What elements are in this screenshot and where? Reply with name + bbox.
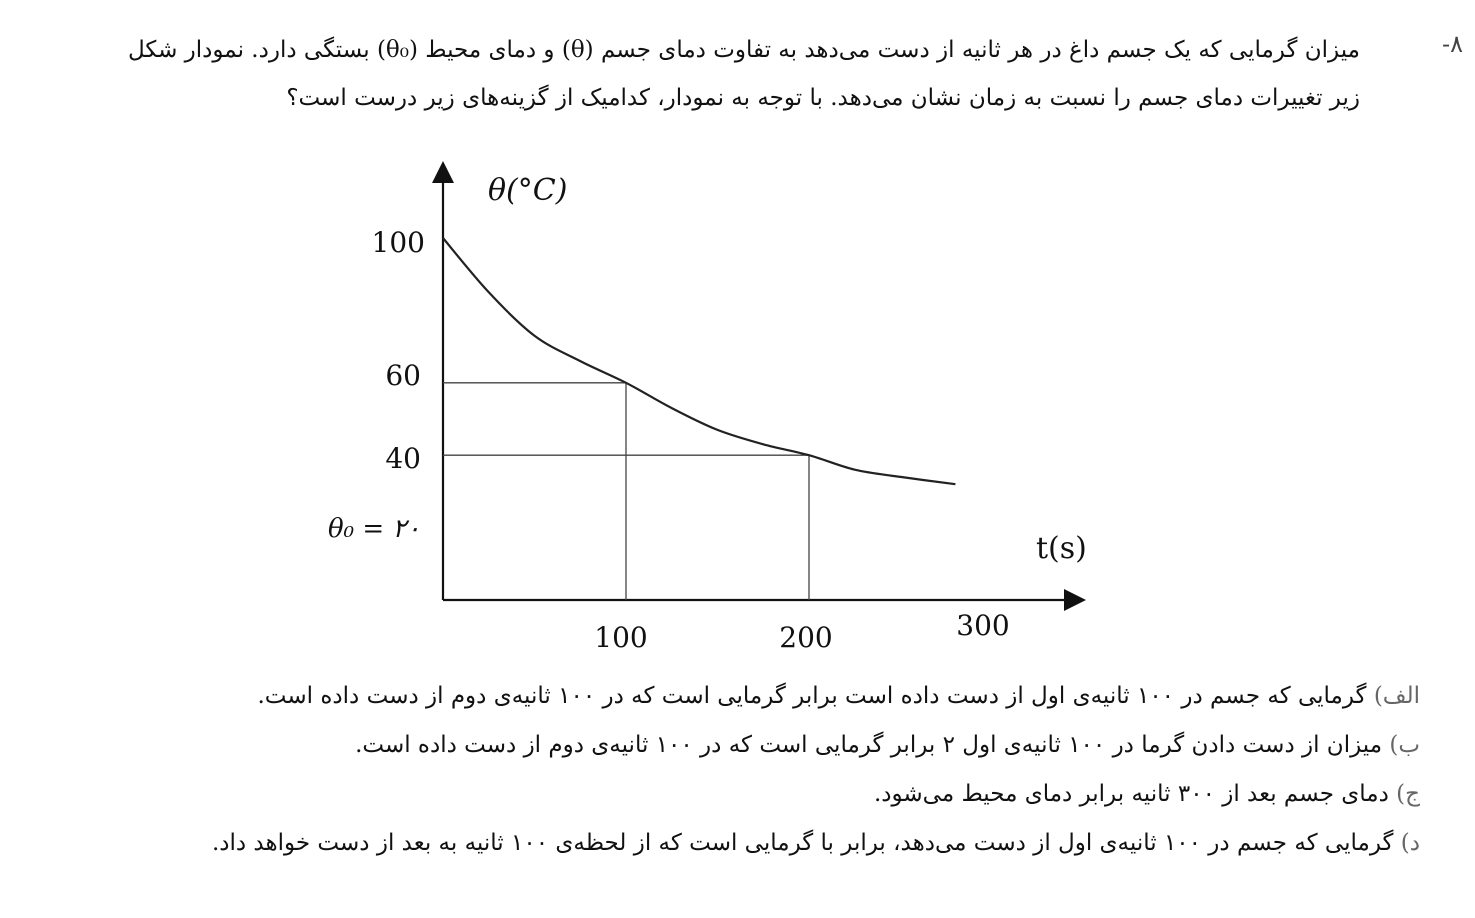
option-c[interactable] [60, 770, 1420, 819]
question-number: -۸ [1442, 30, 1463, 58]
option-c-marker: ج) [1396, 781, 1420, 807]
question-line-1: میزان گرمایی که یک جسم داغ در هر ثانیه از دست می‌دهد به تفاوت دمای جسم (θ) و دمای محیط (θ₀) بستگی دارد. نمودار شکل [127, 37, 1360, 63]
option-a-text: گرمایی که جسم در ۱۰۰ ثانیه‌ی اول از دست داده است برابر گرمایی است که در ۱۰۰ ثانیه‌ی دوم از دست داده است. [257, 683, 1367, 709]
x-tick-300: 300 [956, 609, 1010, 642]
option-b-text: میزان از دست دادن گرما در ۱۰۰ ثانیه‌ی اول ۲ برابر گرمایی است که در ۱۰۰ ثانیه‌ی دوم از دست داده است. [355, 732, 1383, 758]
option-d[interactable] [60, 819, 1420, 868]
option-b-marker: ب) [1389, 732, 1420, 758]
answer-options [60, 672, 1420, 868]
ambient-temperature-label: θ₀ = ۲۰ [328, 514, 421, 544]
y-axis-label: θ(°C) [488, 173, 568, 208]
x-tick-100: 100 [594, 621, 648, 654]
x-tick-200: 200 [779, 621, 833, 654]
y-tick-40: 40 [385, 442, 421, 475]
y-tick-100: 100 [371, 226, 425, 259]
y-tick-60: 60 [385, 359, 421, 392]
option-a-marker: الف) [1373, 683, 1420, 709]
option-c-text: دمای جسم بعد از ۳۰۰ ثانیه برابر دمای محیط می‌شود. [873, 781, 1389, 807]
option-a[interactable] [60, 672, 1420, 721]
temperature-curve [443, 238, 955, 484]
option-d-marker: د) [1400, 830, 1420, 856]
option-b[interactable] [60, 721, 1420, 770]
x-axis-label: t(s) [1036, 531, 1087, 566]
question-line-2: زیر تغییرات دمای جسم را نسبت به زمان نشان می‌دهد. با توجه به نمودار، کدامیک از گزینه‌های زیر درست است؟ [286, 85, 1360, 111]
option-d-text: گرمایی که جسم در ۱۰۰ ثانیه‌ی اول از دست می‌دهد، برابر با گرمایی است که از لحظه‌ی ۱۰۰ ثانیه به بعد از دست خواهد داد. [211, 830, 1394, 856]
